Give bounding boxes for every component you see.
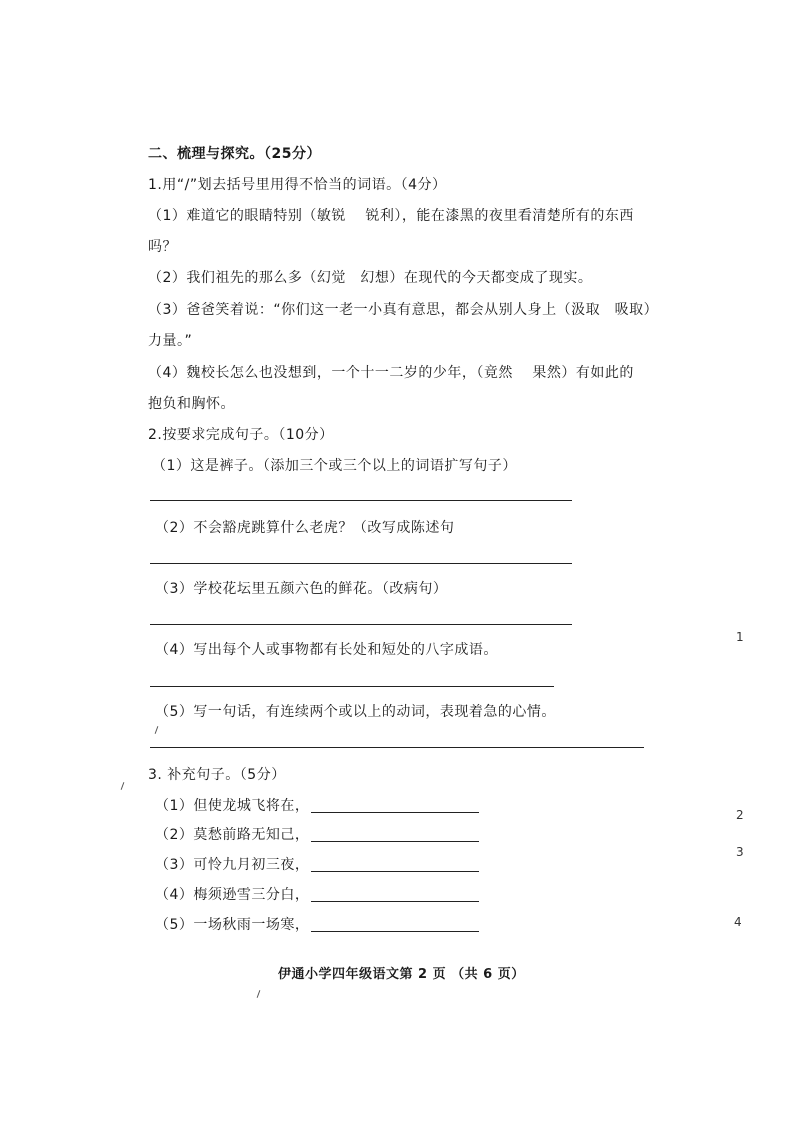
q2-title: 2.按要求完成句子。（10分）: [148, 427, 334, 443]
q2-answer-line-2[interactable]: [150, 563, 572, 564]
q1-item-1-cont: 吗？: [148, 239, 177, 255]
q3-fill-line-5[interactable]: [311, 931, 479, 932]
q3-item-3-text: （3）可怜九月初三夜，: [155, 857, 310, 873]
q3-item-2-text: （2）莫愁前路无知己，: [155, 827, 310, 843]
q3-item-4: [155, 886, 479, 904]
q1-item-3-cont: 力量。”: [148, 333, 193, 349]
margin-mark-4: 4: [734, 915, 742, 929]
margin-mark-3: 3: [736, 845, 744, 859]
q3-fill-line-3[interactable]: [311, 871, 479, 872]
q2-item-2: （2）不会豁虎跳算什么老虎？（改写成陈述句: [155, 520, 455, 536]
q1-item-4: （4）魏校长怎么也没想到，一个十一二岁的少年，（竟然 果然）有如此的: [148, 365, 634, 381]
q3-fill-line-1[interactable]: [311, 812, 479, 813]
q2-item-1: （1）这是裤子。（添加三个或三个以上的词语扩写句子）: [152, 458, 517, 474]
q3-item-1: [155, 797, 479, 815]
q3-item-2: [155, 826, 479, 844]
q2-answer-line-1[interactable]: [150, 500, 572, 501]
margin-mark-2: 2: [736, 808, 744, 822]
scan-speck: [155, 726, 159, 734]
page-footer: 伊通小学四年级语文第 2 页 （共 6 页）: [278, 967, 525, 982]
q3-item-4-text: （4）梅须逊雪三分白，: [155, 887, 310, 903]
q3-item-5-text: （5）一场秋雨一场寒，: [155, 917, 310, 933]
q1-item-3: （3）爸爸笑着说：“你们这一老一小真有意思，都会从别人身上（汲取 吸取）: [148, 302, 659, 318]
q3-title: 3. 补充句子。（5分）: [148, 767, 286, 783]
q1-item-1: （1）难道它的眼睛特别（敏锐 锐利），能在漆黑的夜里看清楚所有的东西: [148, 208, 634, 224]
q2-answer-line-4[interactable]: [150, 686, 554, 687]
q3-fill-line-2[interactable]: [311, 841, 479, 842]
scan-speck: [121, 782, 125, 790]
q3-item-1-text: （1）但使龙城飞将在，: [155, 798, 310, 814]
q1-item-2: （2）我们祖先的那么多（幻觉 幻想）在现代的今天都变成了现实。: [148, 270, 593, 286]
q1-title: 1.用“/”划去括号里用得不恰当的词语。（4分）: [148, 177, 447, 193]
q2-item-5: （5）写一句话，有连续两个或以上的动词，表现着急的心情。: [155, 704, 556, 720]
q2-answer-line-5[interactable]: [150, 747, 644, 748]
q2-answer-line-3[interactable]: [150, 624, 572, 625]
q3-item-3: [155, 856, 479, 874]
q2-item-4: （4）写出每个人或事物都有长处和短处的八字成语。: [155, 642, 498, 658]
margin-mark-1: 1: [736, 630, 744, 644]
q2-item-3: （3）学校花坛里五颜六色的鲜花。（改病句）: [155, 581, 448, 597]
q1-item-4-cont: 抱负和胸怀。: [148, 396, 235, 412]
q3-fill-line-4[interactable]: [311, 901, 479, 902]
scan-speck: [257, 990, 261, 998]
q3-item-5: [155, 916, 479, 934]
section-title: 二、梳理与探究。（25分）: [148, 146, 321, 162]
